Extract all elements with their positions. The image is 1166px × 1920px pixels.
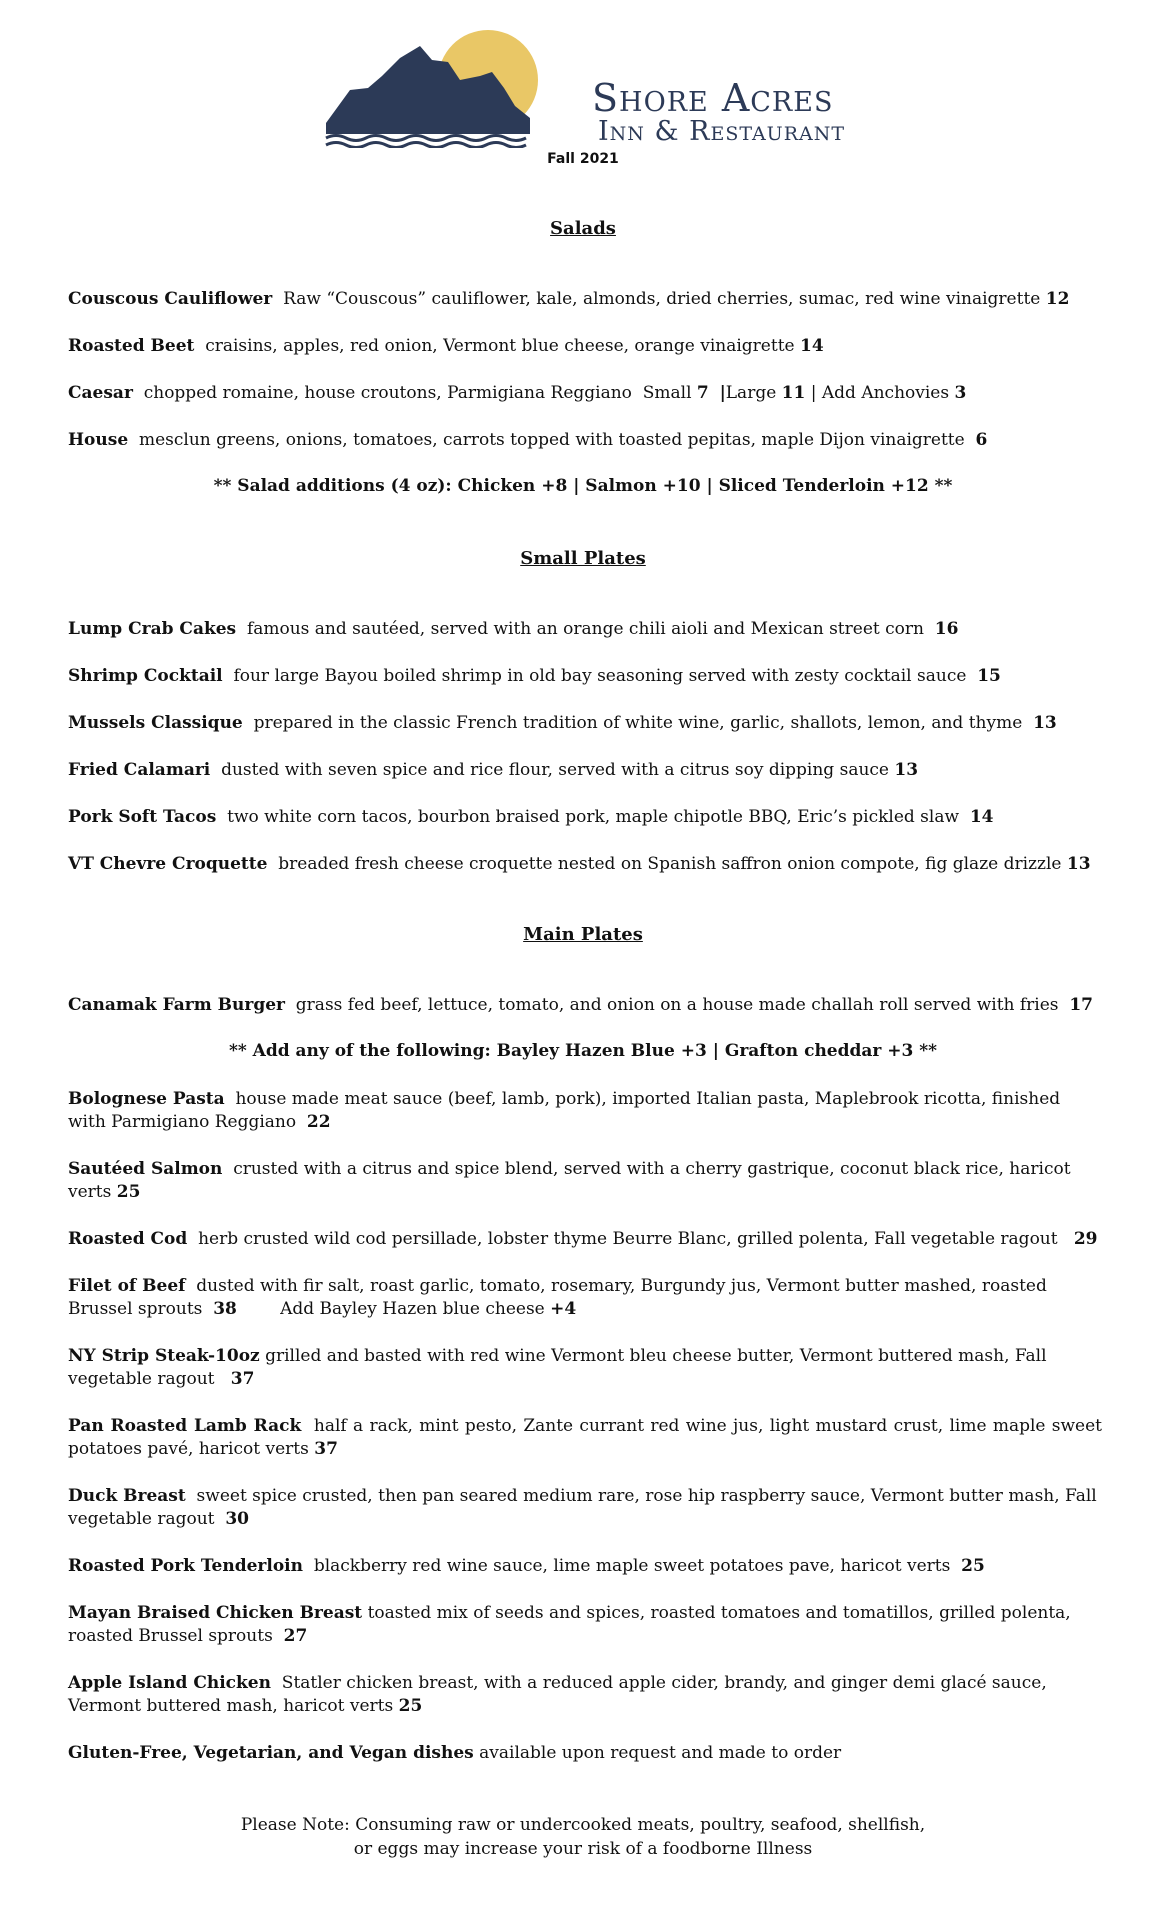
section-title-salads: Salads xyxy=(550,218,616,239)
menu-item: Roasted Pork Tenderloin blackberry red wine sauce, lime maple sweet potatoes pave, haricot verts 25 xyxy=(68,1556,985,1576)
menu-item: Mayan Braised Chicken Breast toasted mix of seeds and spices, roasted tomatoes and tomatillos, grilled polenta, roasted Brussel sprouts 27 xyxy=(68,1603,1071,1646)
dietary-note: Gluten-Free, Vegetarian, and Vegan dishes available upon request and made to order xyxy=(68,1743,842,1763)
burger-addons: ** Add any of the following: Bayley Hazen Blue +3 | Grafton cheddar +3 ** xyxy=(228,1041,938,1061)
menu-item: Apple Island Chicken Statler chicken breast, with a reduced apple cider, brandy, and ginger demi glacé sauce, Vermont buttered mash, haricot verts 25 xyxy=(68,1673,1047,1716)
menu-item: Mussels Classique prepared in the classic French tradition of white wine, garlic, shallots, lemon, and thyme 13 xyxy=(68,713,1057,733)
menu-item: Pan Roasted Lamb Rack half a rack, mint pesto, Zante currant red wine jus, light mustard crust, lime maple sweet potatoes pavé, haricot verts 37 xyxy=(68,1416,1102,1459)
menu-item: Caesar chopped romaine, house croutons, Parmigiana Reggiano Small 7 |Large 11 | Add Anchovies 3 xyxy=(68,383,967,403)
menu-item: Fried Calamari dusted with seven spice and rice flour, served with a citrus soy dipping sauce 13 xyxy=(68,760,919,780)
menu-item: Pork Soft Tacos two white corn tacos, bourbon braised pork, maple chipotle BBQ, Eric’s pickled slaw 14 xyxy=(68,807,994,827)
menu-item: Duck Breast sweet spice crusted, then pan seared medium rare, rose hip raspberry sauce, Vermont butter mash, Fall vegetable ragout 30 xyxy=(68,1486,1097,1529)
mountain-sun-icon xyxy=(320,18,590,148)
menu-item: Roasted Beet craisins, apples, red onion, Vermont blue cheese, orange vinaigrette 14 xyxy=(68,336,824,356)
menu-item: Sautéed Salmon crusted with a citrus and spice blend, served with a cherry gastrique, coconut black rice, haricot verts 25 xyxy=(68,1159,1071,1202)
menu-item: Bolognese Pasta house made meat sauce (beef, lamb, pork), imported Italian pasta, Maplebrook ricotta, finished with Parmigiano Reggiano 22 xyxy=(68,1089,1061,1132)
menu-item: Filet of Beef dusted with fir salt, roast garlic, tomato, rosemary, Burgundy jus, Vermont butter mashed, roasted Brussel sprouts 38 Add Bayley Hazen blue cheese +4 xyxy=(68,1276,1047,1319)
menu-item: Canamak Farm Burger grass fed beef, lettuce, tomato, and onion on a house made challah roll served with fries 17 xyxy=(68,995,1094,1015)
menu-item: House mesclun greens, onions, tomatoes, carrots topped with toasted pepitas, maple Dijon vinaigrette 6 xyxy=(68,430,988,450)
section-title-main-plates: Main Plates xyxy=(523,924,643,945)
menu-item: Roasted Cod herb crusted wild cod persillade, lobster thyme Beurre Blanc, grilled polenta, Fall vegetable ragout 29 xyxy=(68,1229,1098,1249)
brand-name: Shore Acres xyxy=(592,76,834,120)
menu-item: Lump Crab Cakes famous and sautéed, served with an orange chili aioli and Mexican street corn 16 xyxy=(68,619,959,639)
menu-item: Couscous Cauliflower Raw “Couscous” cauliflower, kale, almonds, dried cherries, sumac, red wine vinaigrette 12 xyxy=(68,289,1070,309)
restaurant-logo xyxy=(320,18,860,168)
menu-item: Shrimp Cocktail four large Bayou boiled shrimp in old bay seasoning served with zesty cocktail sauce 15 xyxy=(68,666,1001,686)
salad-additions: ** Salad additions (4 oz): Chicken +8 | Salmon +10 | Sliced Tenderloin +12 ** xyxy=(213,476,953,496)
menu-item: VT Chevre Croquette breaded fresh cheese croquette nested on Spanish saffron onion compote, fig glaze drizzle 13 xyxy=(68,854,1091,874)
menu-item: NY Strip Steak-10oz grilled and basted with red wine Vermont bleu cheese butter, Vermont buttered mash, Fall vegetable ragout 37 xyxy=(68,1346,1047,1389)
section-title-small-plates: Small Plates xyxy=(520,548,646,569)
brand-subtitle: Inn & Restaurant xyxy=(598,116,846,147)
season-label: Fall 2021 xyxy=(547,151,619,167)
health-note: Please Note: Consuming raw or undercooked meats, poultry, seafood, shellfish, or eggs may increase your risk of a foodborne Illness xyxy=(240,1815,926,1859)
